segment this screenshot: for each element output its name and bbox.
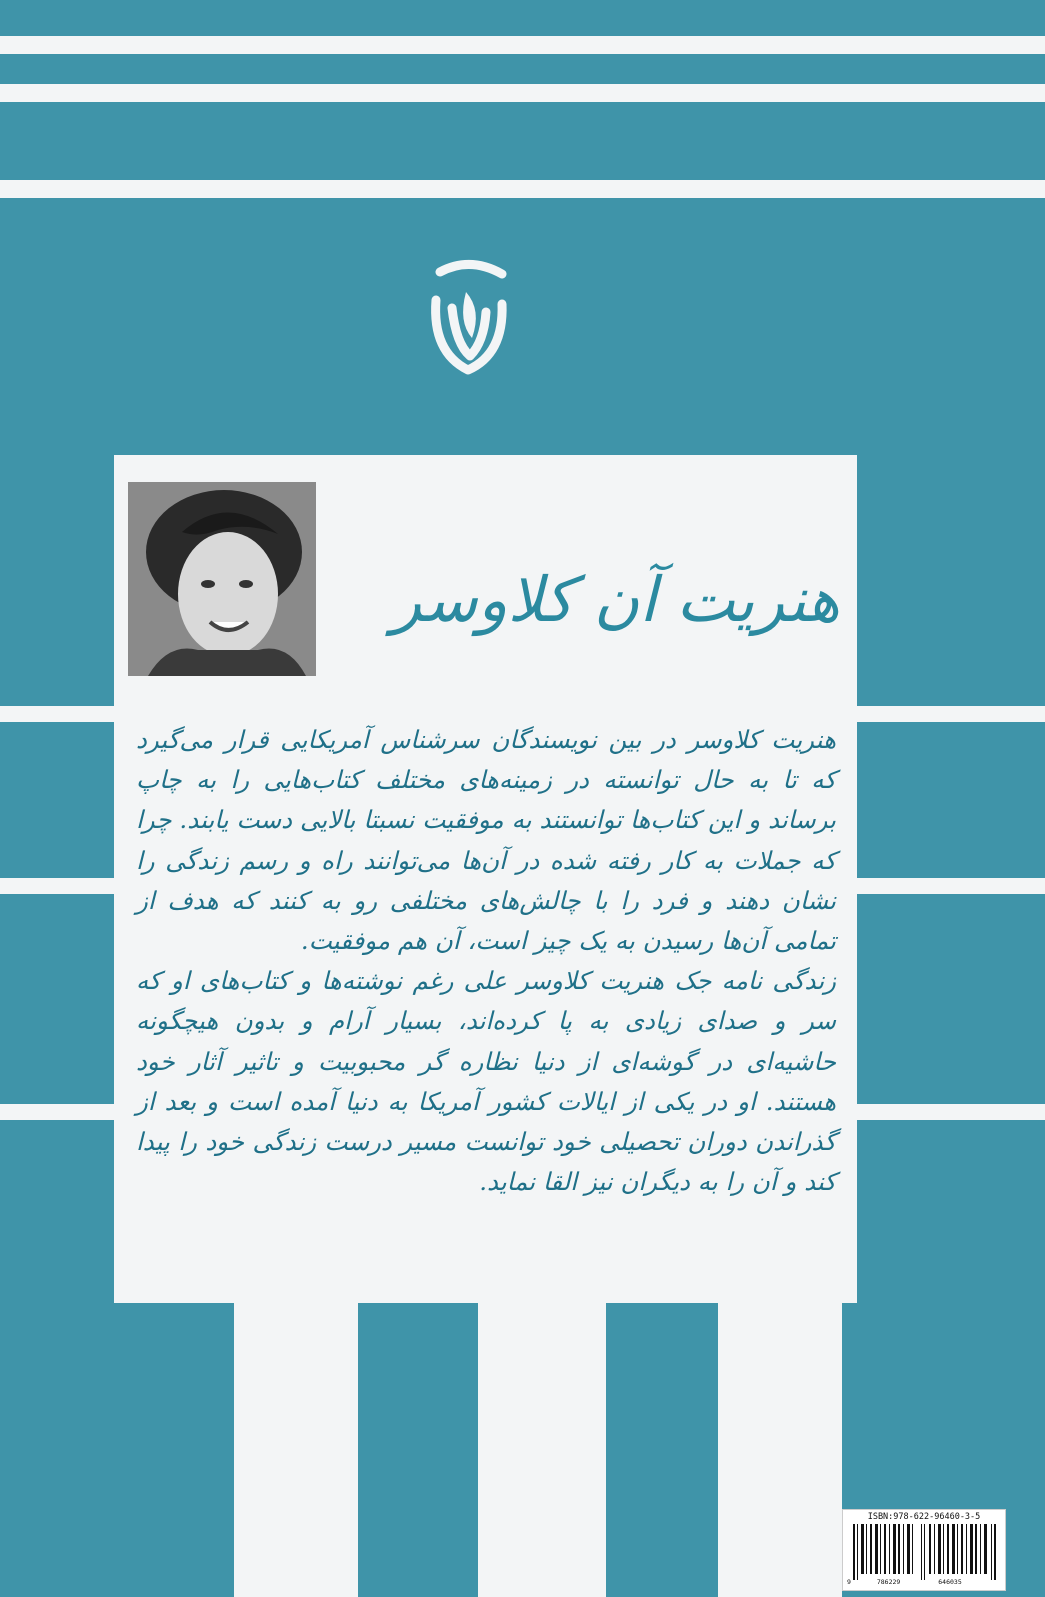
stripe-2 (0, 84, 1045, 102)
barcode-icon (851, 1524, 997, 1580)
post-1 (234, 1300, 358, 1597)
barcode-digits-right: 646035 (938, 1578, 962, 1586)
bio-paragraph-1: هنریت کلاوسر در بین نویسندگان سرشناس آمریکایی قرار می‌گیرد که تا به حال توانسته در زمینه‌های مختلف کتاب‌هایی را به چاپ برساند و این کتاب‌ها توانستند به موفقیت نسبتا بالایی دست یابند. چرا که جملات به کار رفته شده در آن‌ها می‌توانند راه و رسم زندگی را نشان دهند و فرد را با چالش‌های مختلفی رو به کنند که هدف از تمامی آن‌ها رسیدن به یک چیز است، آن هم موفقیت. (136, 725, 836, 956)
author-photo (128, 482, 316, 676)
publisher-logo-icon (422, 252, 518, 382)
bio-paragraph-2: زندگی نامه جک هنریت کلاوسر علی رغم نوشته‌ها و کتاب‌های او که سر و صدای زیادی به پا کرده‌اند، بسیار آرام و بدون هیچگونه حاشیه‌ای در گوشه‌ای از دنیا نظاره گر محبوبیت و تاثیر آثار خود هستند. او در یکی از ایالات کشور آمریکا به دنیا آمده است و بعد از گذراندن دوران تحصیلی خود توانست مسیر درست زندگی خود را پیدا کند و آن را به دیگران نیز القا نماید. (136, 966, 836, 1197)
barcode-digits-mid: 786229 (876, 1578, 901, 1586)
stripe-3 (0, 180, 1045, 198)
author-name-title: هنریت آن کلاوسر (391, 563, 840, 636)
barcode-digits (847, 1578, 1001, 1586)
post-3 (718, 1300, 842, 1597)
post-2 (478, 1300, 606, 1597)
isbn-label: ISBN:978-622-96460-3-5 (867, 1512, 981, 1522)
barcode-digit-left: 9 (847, 1578, 851, 1586)
stripe-1 (0, 36, 1045, 54)
author-biography (136, 720, 836, 1202)
isbn-barcode (842, 1509, 1006, 1591)
